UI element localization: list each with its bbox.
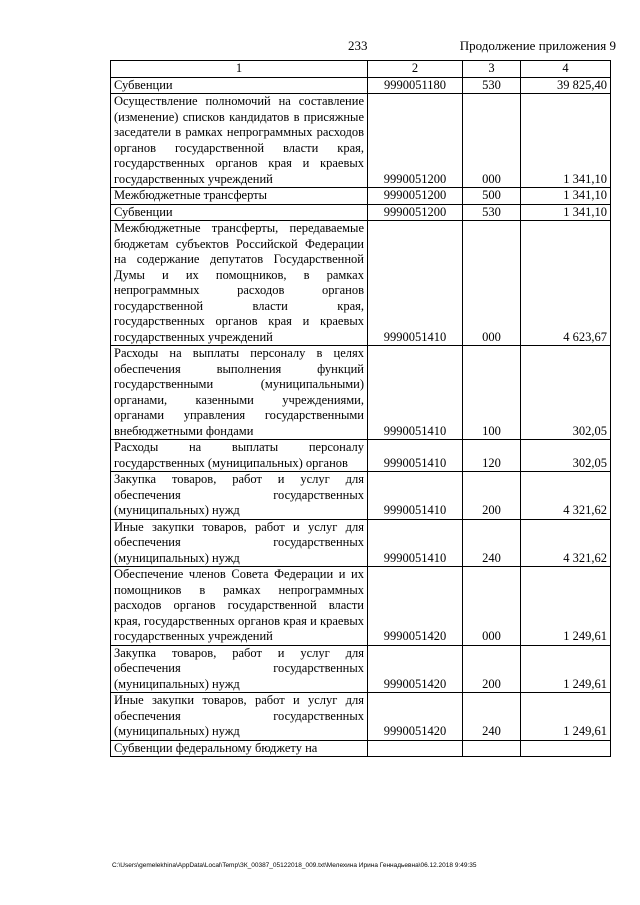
- row-amount: 4 321,62: [521, 519, 611, 567]
- row-name: Расходы на выплаты персоналу в целях обеспечения выполнения функций государственными (муниципальными) органами, казенными учреждениями, органами управления государственными внебюджетными фондами: [111, 346, 368, 440]
- table-row: [111, 221, 611, 346]
- row-amount: 1 341,10: [521, 188, 611, 205]
- row-type: 200: [463, 472, 521, 520]
- column-number: 1: [111, 61, 368, 78]
- table-row: [111, 740, 611, 757]
- table-row: [111, 346, 611, 440]
- row-name: Субвенции федеральному бюджету на: [111, 740, 368, 757]
- row-amount: 1 341,10: [521, 204, 611, 221]
- table-row: [111, 77, 611, 94]
- column-number-row: [111, 61, 611, 78]
- table-row: [111, 188, 611, 205]
- row-code: 9990051420: [368, 567, 463, 646]
- row-amount: [521, 740, 611, 757]
- row-code: 9990051410: [368, 440, 463, 472]
- row-code: 9990051180: [368, 77, 463, 94]
- row-type: [463, 740, 521, 757]
- table-row: [111, 567, 611, 646]
- row-code: 9990051410: [368, 472, 463, 520]
- row-type: 530: [463, 77, 521, 94]
- table-row: [111, 204, 611, 221]
- appendix-continuation-title: Продолжение приложения 9: [459, 38, 616, 53]
- row-name: Субвенции: [111, 77, 368, 94]
- column-number: 4: [521, 61, 611, 78]
- row-amount: 1 249,61: [521, 693, 611, 741]
- table-row: [111, 693, 611, 741]
- row-code: 9990051420: [368, 693, 463, 741]
- row-name: Межбюджетные трансферты: [111, 188, 368, 205]
- row-name: Межбюджетные трансферты, передаваемые бюджетам субъектов Российской Федерации на содержание депутатов Государственной Думы и их помощников, в рамках непрограммных расходов органов государственной власти края, государственных органов края и краевых государственных учреждений: [111, 221, 368, 346]
- row-name: Закупка товаров, работ и услуг для обеспечения государственных (муниципальных) нужд: [111, 472, 368, 520]
- row-name: Иные закупки товаров, работ и услуг для обеспечения государственных (муниципальных) нужд: [111, 693, 368, 741]
- row-amount: 39 825,40: [521, 77, 611, 94]
- file-path-footer: C:\Users\gemelekhina\AppData\Local\Temp\ЗК_00387_05122018_009.txt\Мелехина Ирина Геннадьевна\06.12.2018 9:49:35: [112, 862, 477, 869]
- row-type: 500: [463, 188, 521, 205]
- row-amount: 302,05: [521, 346, 611, 440]
- row-code: 9990051420: [368, 645, 463, 693]
- table-row: [111, 519, 611, 567]
- row-type: 000: [463, 567, 521, 646]
- row-amount: 1 249,61: [521, 645, 611, 693]
- row-name: Осуществление полномочий на составление (изменение) списков кандидатов в присяжные заседатели в рамках непрограммных расходов органов государственной власти края, государственных органов края и краевых государственных учреждений: [111, 94, 368, 188]
- column-number: 2: [368, 61, 463, 78]
- table-row: [111, 472, 611, 520]
- row-name: Обеспечение членов Совета Федерации и их помощников в рамках непрограммных расходов органов государственной власти края, государственных органов края и краевых государственных учреждений: [111, 567, 368, 646]
- row-amount: 1 341,10: [521, 94, 611, 188]
- page-number: 233: [348, 38, 368, 53]
- row-type: 530: [463, 204, 521, 221]
- row-type: 120: [463, 440, 521, 472]
- row-amount: 302,05: [521, 440, 611, 472]
- row-code: 9990051200: [368, 94, 463, 188]
- table-row: [111, 94, 611, 188]
- row-code: [368, 740, 463, 757]
- row-type: 000: [463, 221, 521, 346]
- row-amount: 4 321,62: [521, 472, 611, 520]
- row-type: 100: [463, 346, 521, 440]
- column-number: 3: [463, 61, 521, 78]
- row-name: Иные закупки товаров, работ и услуг для обеспечения государственных (муниципальных) нужд: [111, 519, 368, 567]
- row-name: Закупка товаров, работ и услуг для обеспечения государственных (муниципальных) нужд: [111, 645, 368, 693]
- budget-table: [110, 60, 611, 757]
- table-row: [111, 645, 611, 693]
- row-type: 200: [463, 645, 521, 693]
- row-code: 9990051200: [368, 188, 463, 205]
- table-row: [111, 440, 611, 472]
- row-amount: 4 623,67: [521, 221, 611, 346]
- row-code: 9990051200: [368, 204, 463, 221]
- row-name: Расходы на выплаты персоналу государственных (муниципальных) органов: [111, 440, 368, 472]
- row-amount: 1 249,61: [521, 567, 611, 646]
- row-code: 9990051410: [368, 519, 463, 567]
- row-code: 9990051410: [368, 221, 463, 346]
- row-name: Субвенции: [111, 204, 368, 221]
- row-type: 240: [463, 519, 521, 567]
- row-code: 9990051410: [368, 346, 463, 440]
- row-type: 000: [463, 94, 521, 188]
- row-type: 240: [463, 693, 521, 741]
